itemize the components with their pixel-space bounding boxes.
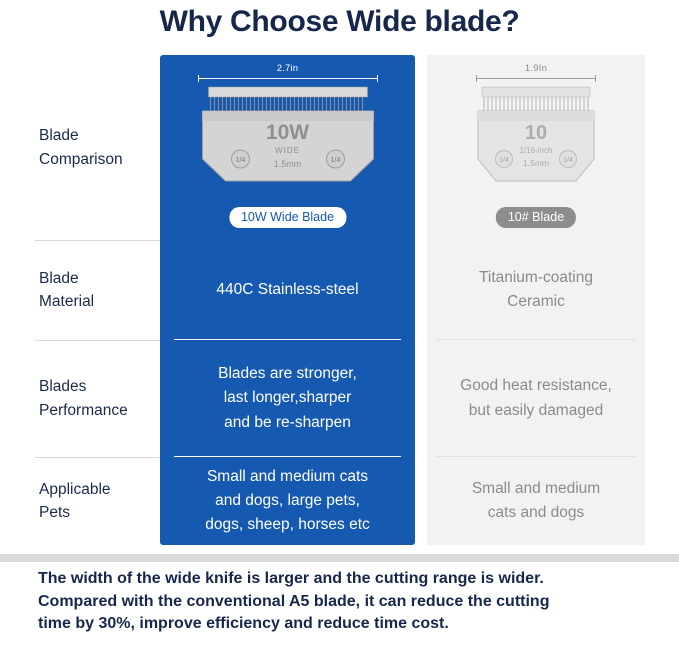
svg-text:WIDE: WIDE xyxy=(274,146,300,155)
row-label-blade-material: Blade Material xyxy=(39,269,95,310)
wide-blade-svg xyxy=(200,81,375,191)
wide-blade-material: 440C Stainless-steel xyxy=(160,240,415,340)
standard-blade-performance: Good heat resistance, but easily damaged xyxy=(427,340,645,457)
svg-text:1.5mm: 1.5mm xyxy=(273,159,301,169)
standard-blade-material: Titanium-coating Ceramic xyxy=(427,240,645,340)
page-title: Why Choose Wide blade? xyxy=(159,5,520,38)
svg-text:1/4: 1/4 xyxy=(235,157,245,164)
standard-blade-dimension: 1.9In xyxy=(476,63,596,82)
comparison-table xyxy=(35,55,645,545)
footer-text: The width of the wide knife is larger and the cutting range is wider. Compared with the conventional A5 blade, it can reduce the cutting time by 30%, improve efficiency and reduce time cost. xyxy=(38,570,550,633)
wide-blade-pets: Small and medium cats and dogs, large pets, dogs, sheep, horses etc xyxy=(205,467,370,533)
standard-blade-illustration xyxy=(476,81,596,196)
standard-blade-pets: Small and medium cats and dogs xyxy=(471,479,601,521)
wide-blade-dimension: 2.7in xyxy=(198,63,378,82)
standard-blade-badge: 10# Blade xyxy=(496,207,576,228)
wide-blade-badge: 10W Wide Blade xyxy=(229,207,346,228)
footer xyxy=(0,554,679,654)
footer-divider-bar xyxy=(0,554,679,562)
standard-blade-svg xyxy=(476,81,596,191)
svg-text:10W: 10W xyxy=(265,121,309,144)
standard-blade-graphic xyxy=(427,55,645,240)
svg-text:1/4: 1/4 xyxy=(563,157,573,164)
svg-text:1.5mm: 1.5mm xyxy=(523,158,549,168)
row-label-blades-performance: Blades Performance xyxy=(39,378,128,419)
row-label-blade-comparison: Blade Comparison xyxy=(39,127,123,168)
wide-blade-performance: Blades are stronger, last longer,sharper and be re-sharpen xyxy=(160,340,415,457)
svg-text:10: 10 xyxy=(524,122,548,144)
row-label-applicable-pets: Applicable Pets xyxy=(39,480,111,521)
svg-text:1/16-inch: 1/16-inch xyxy=(519,146,553,155)
wide-blade-graphic xyxy=(160,55,415,240)
svg-text:1/4: 1/4 xyxy=(499,157,509,164)
svg-text:1/4: 1/4 xyxy=(330,157,340,164)
wide-blade-illustration xyxy=(200,81,375,196)
